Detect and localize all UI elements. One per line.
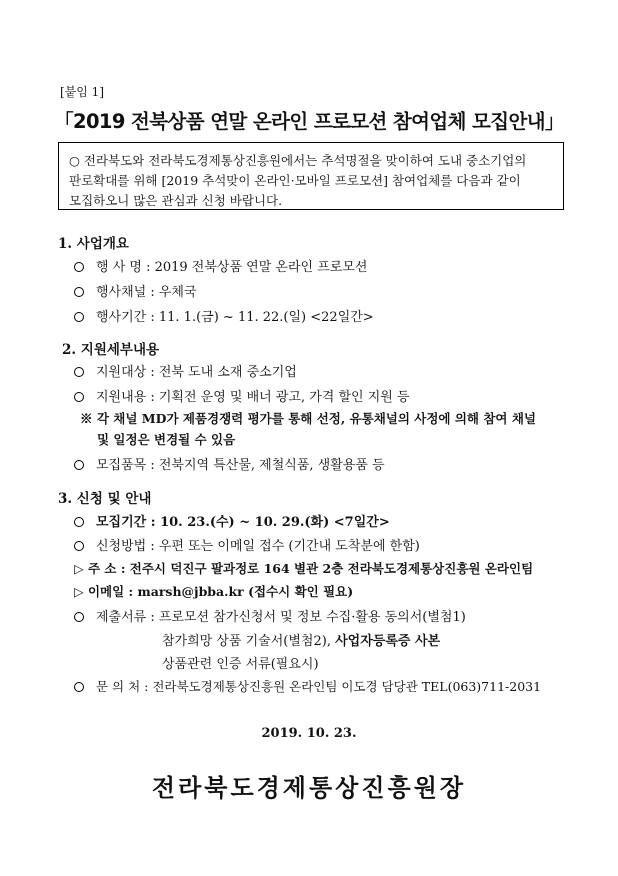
intro-line-1: ○ 전라북도와 전라북도경제통상진흥원에서는 추석명절을 맞이하여 도내 중소기업의 [69,153,527,168]
circle-bullet-icon [74,460,84,470]
section-2-item: 지원대상 : 전북 도내 소재 중소기업 [74,361,297,380]
circle-bullet-icon [74,517,84,527]
circle-bullet-icon [74,287,84,297]
section-2-note-line-1: ※ 각 채널 MD가 제품경쟁력 평가를 통해 선정, 유통채널의 사정에 의해 참여 채널 [80,411,537,426]
attachment-label: [붙임 1] [60,85,104,99]
circle-bullet-icon [74,367,84,377]
circle-bullet-icon [74,392,84,402]
document-date: 2019. 10. 23. [261,726,357,741]
intro-box [58,142,564,210]
circle-bullet-icon [74,312,84,322]
section-1-heading: 1. 사업개요 [58,236,129,252]
circle-bullet-icon [74,262,84,272]
circle-bullet-icon [74,541,84,551]
section-1-item: 행사기간 : 11. 1.(금) ~ 11. 22.(일) <22일간> [74,306,374,325]
section-1-item: 행 사 명 : 2019 전북상품 연말 온라인 프로모션 [74,256,367,275]
submission-docs-line-2: 참가희망 상품 기술서(별첨2), 사업자등록증 사본 [162,634,441,649]
intro-line-3: 모집하오니 많은 관심과 신청 바랍니다. [69,193,283,208]
email-line: ▷ 이메일 : marsh@jbba.kr (접수시 확인 필요) [74,584,354,599]
circle-bullet-icon [74,612,84,622]
intro-line-2: 판로확대를 위해 [2019 추석맞이 온라인·모바일 프로모션] 참여업체를 다음과 같이 [69,173,521,188]
section-2-note-line-2: 및 일정은 변경될 수 있음 [97,432,236,447]
business-registration-copy: 사업자등록증 사본 [335,634,441,649]
address-line: ▷ 주 소 : 전주시 덕진구 팔과정로 164 별관 2층 전라북도경제통상진흥원 온라인팀 [74,561,534,576]
document-title: ｢2019 전북상품 연말 온라인 프로모션 참여업체 모집안내｣ [63,110,555,133]
recruit-period: 모집기간 : 10. 23.(수) ~ 10. 29.(화) <7일간> [74,511,390,530]
section-2-item: 지원내용 : 기획전 운영 및 배너 광고, 가격 할인 지원 등 [74,386,410,405]
submission-docs-line-3: 상품관련 인증 서류(필요시) [162,657,319,672]
section-1-item: 행사채널 : 우체국 [74,281,197,300]
submission-docs: 제출서류 : 프로모션 참가신청서 및 정보 수집·활용 동의서(별첨1) [74,606,466,625]
section-2-item: 모집품목 : 전북지역 특산물, 제철식품, 생활용품 등 [74,454,385,473]
circle-bullet-icon [74,682,84,692]
section-2-heading: 2. 지원세부내용 [62,342,160,358]
organization-name: 전라북도경제통상진흥원장 [151,773,467,802]
contact-info: 문 의 처 : 전라북도경제통상진흥원 온라인팀 이도경 담당관 TEL(063)711-2031 [74,677,541,695]
section-3-heading: 3. 신청 및 안내 [58,491,152,507]
apply-method: 신청방법 : 우편 또는 이메일 접수 (기간내 도착분에 한함) [74,535,420,554]
